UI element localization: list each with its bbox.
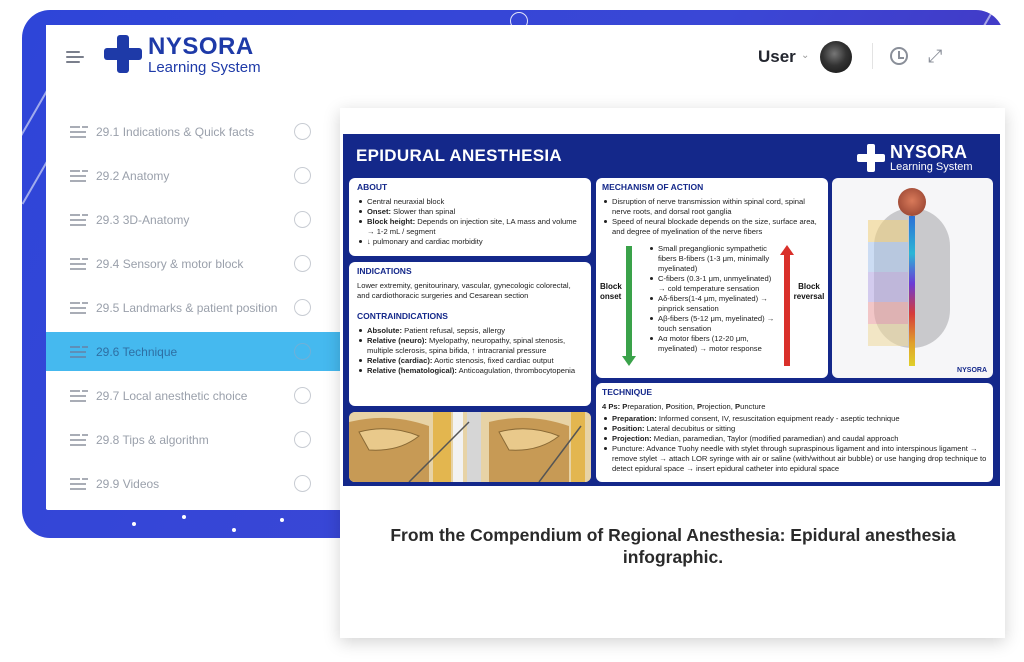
contraindication-item: Relative (cardiac): Aortic stenosis, fixed cardiac output [357,356,583,366]
logo-name: NYSORA [148,33,254,60]
circle-icon[interactable] [294,343,311,360]
sidebar-item-label: 29.9 Videos [96,476,160,491]
chevron-down-icon[interactable]: ⌄ [801,50,810,61]
fiber-item: Small preganglionic sympathetic fibers B-fibers (1-3 μm, minimally myelinated) [648,244,780,274]
technique-lead: 4 Ps: Preparation, Position, Projection, Puncture [602,402,766,411]
block-onset-label: Block onset [600,282,622,301]
nysora-logo[interactable] [104,33,284,79]
list-icon [70,478,88,490]
block-reversal-label: Block reversal [793,282,825,301]
decor-dot [132,522,136,526]
sidebar-item-label: 29.1 Indications & Quick facts [96,124,255,139]
contraindication-item: Relative (hematological): Anticoagulation, thrombocytopenia [357,366,583,376]
list-icon [70,346,88,358]
anatomy-illustration-graphic [349,412,591,482]
skull-shape [898,188,926,216]
infographic [343,134,1000,486]
figure-caption: From the Compendium of Regional Anesthesia: Epidural anesthesia infographic. [390,525,956,567]
sidebar-item[interactable] [46,288,340,327]
infographic-logo [857,140,997,176]
sidebar-item-label: 29.4 Sensory & motor block [96,256,244,271]
fiber-item: Aβ-fibers (5-12 μm, myelinated) → touch sensation [648,314,780,334]
about-heading: ABOUT [357,182,388,192]
block-reversal-arrow [784,254,790,366]
circle-icon[interactable] [294,123,311,140]
technique-item: Projection: Median, paramedian, Taylor (modified paramedian) and caudal approach [602,434,987,444]
infographic-logo-subtitle: Learning System [890,161,973,173]
app-header [46,25,1005,105]
list-icon [70,258,88,270]
indications-heading: INDICATIONS [357,266,412,276]
list-icon [70,126,88,138]
circle-icon[interactable] [294,255,311,272]
mechanism-item: Speed of neural blockade depends on the size, surface area, and degree of myelination of the nerve fibers [602,217,822,237]
spine-shape [909,216,915,366]
circle-icon[interactable] [294,299,311,316]
about-box [349,178,591,256]
body-illustration [832,178,993,378]
contraindications-heading: CONTRAINDICATIONS [357,311,448,321]
mechanism-box [596,178,828,378]
sidebar-item[interactable] [46,332,340,371]
decor-dot [280,518,284,522]
header-divider [872,43,873,69]
technique-item: Preparation: Informed consent, IV, resuscitation equipment ready - aseptic technique [602,414,987,424]
sidebar-item[interactable] [46,464,340,503]
fiber-item: C-fibers (0.3-1 μm, unmyelinated) → cold temperature sensation [648,274,780,294]
sidebar-item-label: 29.6 Technique [96,344,178,359]
clock-icon[interactable] [890,47,908,65]
chapter-sidebar [46,109,340,509]
sidebar-item-label: 29.7 Local anesthetic choice [96,388,248,403]
list-icon [70,390,88,402]
illustration-tag: NYSORA [957,367,987,374]
sidebar-item[interactable] [46,112,340,151]
mechanism-item: Disruption of nerve transmission within spinal cord, spinal nerve roots, and dorsal root ganglia [602,197,822,217]
fiber-list [648,244,780,354]
anatomy-illustration [349,412,591,482]
hamburger-icon[interactable] [66,49,84,65]
about-item: Block height: Depends on injection site, LA mass and volume → 1-2 mL / segment [357,217,583,237]
sidebar-item[interactable] [46,420,340,459]
fiber-item: Aδ-fibers(1-4 μm, myelinated) → pinprick sensation [648,294,780,314]
logo-cross-icon [104,35,142,73]
about-item: Onset: Slower than spinal [357,207,583,217]
indications-box [349,262,591,406]
user-menu-label[interactable]: User [758,47,796,66]
sidebar-item-label: 29.8 Tips & algorithm [96,432,209,447]
fiber-item: Aα motor fibers (12-20 μm, myelinated) → motor response [648,334,780,354]
sidebar-item-label: 29.5 Landmarks & patient position [96,300,278,315]
contraindication-item: Relative (neuro): Myelopathy, neuropathy, spinal stenosis, multiple sclerosis, spina bifida, ↑ intracranial pressure [357,336,583,356]
list-icon [70,214,88,226]
contraindication-item: Absolute: Patient refusal, sepsis, allergy [357,326,583,336]
circle-icon[interactable] [294,211,311,228]
list-icon [70,302,88,314]
sidebar-item[interactable] [46,376,340,415]
indications-text: Lower extremity, genitourinary, vascular, gynecologic colorectal, and cardiothoracic surgeries and Cesarean section [357,281,571,300]
list-icon [70,170,88,182]
infographic-title: EPIDURAL ANESTHESIA [356,146,562,165]
infographic-logo-name: NYSORA [890,142,968,162]
list-icon [70,434,88,446]
sidebar-item[interactable] [46,200,340,239]
technique-item: Position: Lateral decubitus or sitting [602,424,987,434]
expand-icon[interactable]: ⤢ [928,46,943,66]
technique-box [596,383,993,482]
logo-subtitle: Learning System [148,59,261,76]
avatar[interactable] [820,41,852,73]
circle-icon[interactable] [294,475,311,492]
spine-illustration [896,188,928,368]
circle-icon[interactable] [294,387,311,404]
sidebar-item-label: 29.3 3D-Anatomy [96,212,190,227]
technique-heading: TECHNIQUE [602,387,653,397]
sidebar-item[interactable] [46,156,340,195]
sidebar-item[interactable] [46,244,340,283]
technique-item: Puncture: Advance Tuohy needle with stylet through supraspinous ligament and into interspinous ligament → remove stylet → attach LOR syringe with air or saline (with/without air bubble) or use hanging drop technique to detect epidural space → insert epidural catheter into epidural space [602,444,987,474]
mechanism-heading: MECHANISM OF ACTION [602,182,704,192]
decor-dot [182,515,186,519]
decor-dot [232,528,236,532]
about-item: Central neuraxial block [357,197,583,207]
logo-cross-icon [857,144,885,172]
circle-icon[interactable] [294,167,311,184]
sidebar-item-label: 29.2 Anatomy [96,168,170,183]
circle-icon[interactable] [294,431,311,448]
about-item: ↓ pulmonary and cardiac morbidity [357,237,583,247]
block-onset-arrow [626,246,632,358]
